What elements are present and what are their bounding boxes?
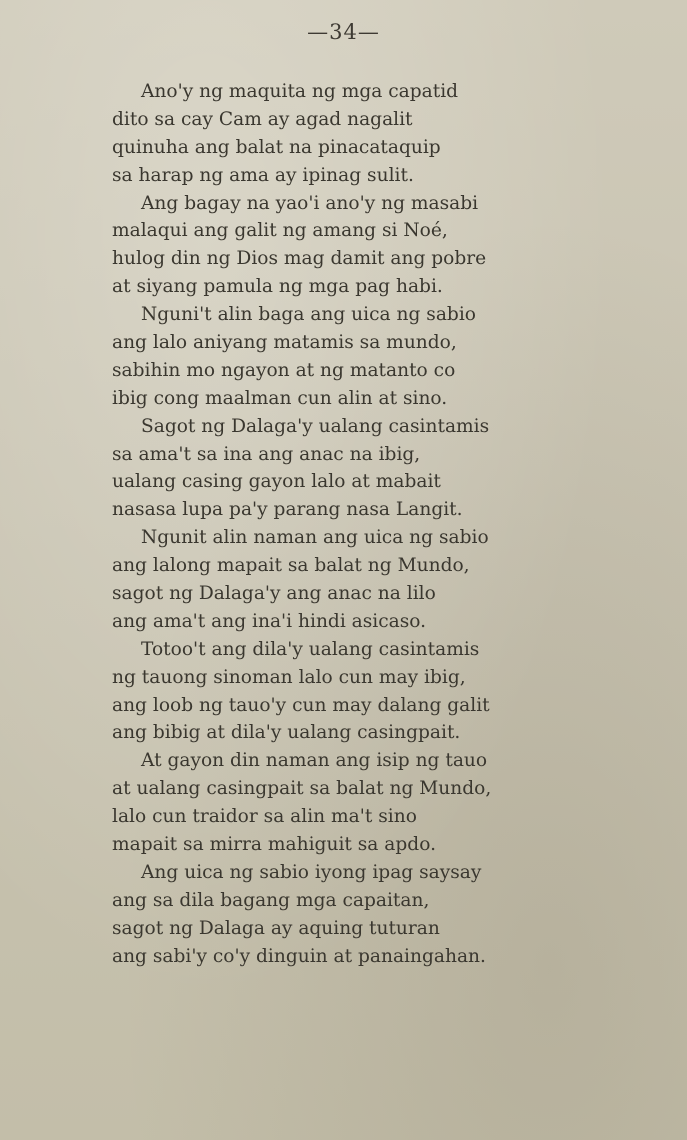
verse-line: sagot ng Dalaga'y ang anac na lilo [112,583,436,605]
verse-line: Ano'y ng maquita ng mga capatid [141,81,459,102]
stanza-4 [112,413,612,525]
verse-line: at ualang casingpait sa balat ng Mundo, [112,778,492,800]
verse-line: ualang casing gayon lalo at mabait [112,471,441,493]
verse-line: ibig cong maalman cun alin at sino. [112,387,448,409]
verse-line: malaqui ang galit ng amang si Noé, [112,220,448,242]
verse-line: dito sa cay Cam ay agad nagalit [112,108,413,130]
stanza-3 [112,301,612,413]
stanza-8 [112,859,612,971]
verse-line: Totoo't ang dila'y ualang casintamis [141,638,480,660]
verse-line: ng tauong sinoman lalo cun may ibig, [112,666,466,688]
verse-line: quinuha ang balat na pinacataquip [112,136,441,158]
verse-line: Ang bagay na yao'i ano'y ng masabi [141,192,479,214]
verse-line: at siyang pamula ng mga pag habi. [112,276,443,298]
verse-line: ang lalo aniyang matamis sa mundo, [112,332,457,354]
verse-line: mapait sa mirra mahiguit sa apdo. [112,834,436,856]
verse-line: ang ama't ang ina'i hindi asicaso. [112,610,427,632]
verse-line: sabihin mo ngayon at ng matanto co [112,359,456,381]
page-number: —34— [307,20,380,44]
verse-line: ang sabi'y co'y dinguin at panaingahan. [112,945,486,967]
verse-line: ang loob ng tauo'y cun may dalang galit [112,694,490,716]
verse-line: Nguni't alin baga ang uica ng sabio [141,304,476,326]
verse-line: nasasa lupa pa'y parang nasa Langit. [112,499,463,521]
stanza-7 [112,747,612,859]
stanza-6 [112,636,612,748]
verse-line: Ang uica ng sabio iyong ipag saysay [141,861,482,883]
verse-line: lalo cun traidor sa alin ma't sino [112,806,417,828]
stanza-1 [112,78,612,190]
verse-line: sa harap ng ama ay ipinag sulit. [112,164,414,186]
verse-line: ang lalong mapait sa balat ng Mundo, [112,555,470,577]
verse-line: ang sa dila bagang mga capaitan, [112,889,430,911]
verse-line: ang bibig at dila'y ualang casingpait. [112,722,461,744]
verse-line: sagot ng Dalaga ay aquing tuturan [112,917,440,939]
stanza-2 [112,190,612,302]
verse-line: hulog din ng Dios mag damit ang pobre [112,248,487,270]
stanza-5 [112,524,612,636]
verse-line: At gayon din naman ang isip ng tauo [141,750,488,772]
verse-line: Sagot ng Dalaga'y ualang casintamis [141,415,490,437]
verse-line: Ngunit alin naman ang uica ng sabio [141,527,489,549]
verse-line: sa ama't sa ina ang anac na ibig, [112,443,421,465]
poem-body [112,78,612,971]
